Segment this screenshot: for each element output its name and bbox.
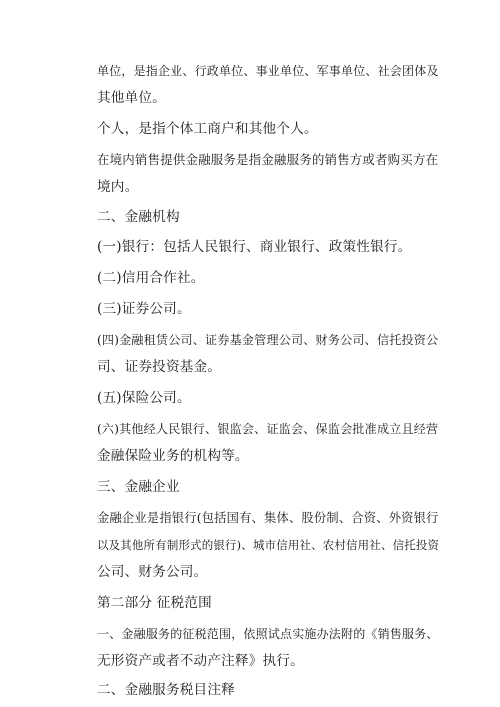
text-line: 无形资产或者不动产注释》执行。 xyxy=(97,653,304,669)
text-line: 个人，是指个体工商户和其他个人。 xyxy=(97,121,318,137)
text-line: 单位，是指企业、行政单位、事业单位、军事单位、社会团体及 xyxy=(97,64,439,78)
text-line: (二)信用合作社。 xyxy=(97,270,205,286)
text-line: 金融保险业务的机构等。 xyxy=(97,448,249,464)
text-line: (六)其他经人民银行、银监会、证监会、保监会批准成立且经营 xyxy=(97,422,439,436)
text-line: 金融企业是指银行(包括国有、集体、股份制、合资、外资银行 xyxy=(97,511,439,525)
section-heading: 二、金融服务税目注释 xyxy=(97,682,235,698)
text-line: (三)证券公司。 xyxy=(97,301,191,317)
part-heading: 第二部分 征税范围 xyxy=(97,595,212,611)
text-line: 以及其他所有制形式的银行)、城市信用社、农村信用社、信托投资 xyxy=(97,538,440,552)
text-line: 境内。 xyxy=(97,179,139,195)
text-line: 在境内销售提供金融服务是指金融服务的销售方或者购买方在 xyxy=(97,152,439,167)
text-line: 公司、财务公司。 xyxy=(97,564,208,580)
text-line: 其他单位。 xyxy=(97,90,166,106)
text-line: (五)保险公司。 xyxy=(97,390,191,406)
text-line: 司、证券投资基金。 xyxy=(97,359,222,375)
text-line: 一、金融服务的征税范围，依照试点实施办法附的《销售服务、 xyxy=(97,627,439,641)
section-heading: 三、金融企业 xyxy=(97,479,180,495)
text-line: (一)银行：包括人民银行、商业银行、政策性银行。 xyxy=(97,239,412,255)
section-heading: 二、金融机构 xyxy=(97,209,180,225)
text-line: (四)金融租赁公司、证券基金管理公司、财务公司、信托投资公 xyxy=(97,333,439,347)
